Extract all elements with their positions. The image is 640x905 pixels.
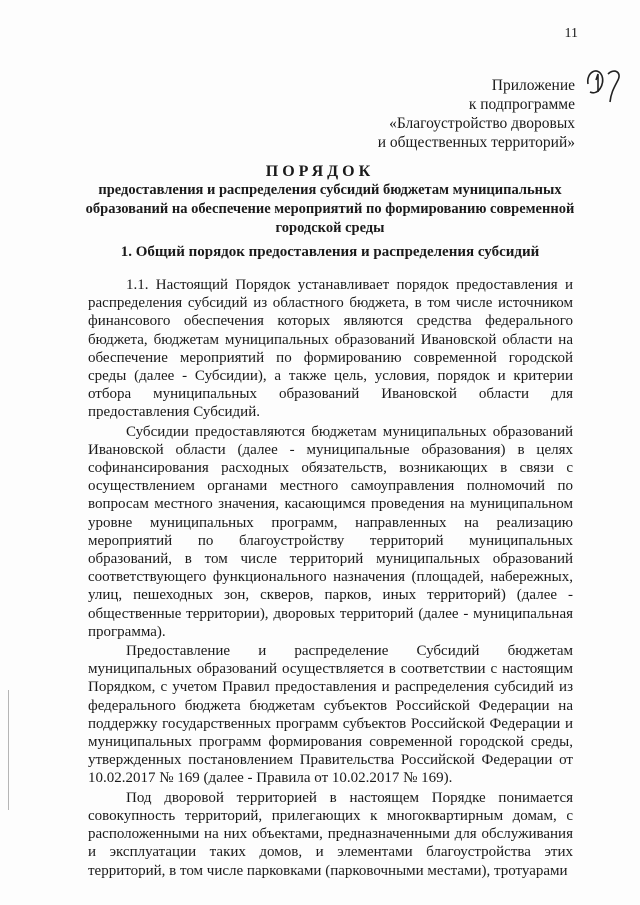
section-heading: 1. Общий порядок предоставления и распределения субсидий [120,244,540,260]
appendix-line: «Благоустройство дворовых [389,115,575,132]
appendix-line: Приложение [491,77,575,94]
handwritten-mark [584,62,624,106]
page-number: 11 [564,26,578,41]
paragraph: 1.1. Настоящий Порядок устанавливает порядок предоставления и распределения субсидий из областного бюджета, в том числе источником финансового обеспечения которых являются средства федерального бюджета, бюджетам муниципальных образований Ивановской области на обеспечение мероприятий по формированию современной городской среды (далее - Субсидии), а также цель, условия, порядок и критерии отбора муниципальных образований Ивановской области для предоставления Субсидий. [88,277,573,421]
paragraph: Под дворовой территорией в настоящем Порядке понимается совокупность территорий, прилегающих к многоквартирным домам, с расположенными на них объектами, предназначенными для обслуживания и эксплуатации таких домов, и элементами благоустройства этих территорий, в том числе парковками (парковочными местами), тротуарами [88,789,573,879]
paragraph: Предоставление и распределение Субсидий бюджетам муниципальных образований осуществляется в соответствии с настоящим Порядком, с учетом Правил предоставления и распределения субсидий из федерального бюджета бюджетам субъектов Российской Федерации на поддержку государственных программ субъектов Российской Федерации и муниципальных программ формирования современной городской среды, утвержденных постановлением Правительства Российской Федерации от 10.02.2017 № 169 (далее - Правила от 10.02.2017 № 169). [88,643,573,787]
appendix-line: к подпрограмме [468,96,575,113]
scan-margin-line [8,690,9,810]
appendix-block [378,76,575,152]
appendix-line: и общественных территорий» [377,134,575,151]
paragraph: Субсидии предоставляются бюджетам муниципальных образований Ивановской области (далее - муниципальные образования) в целях софинансирования расходных обязательств, возникающих в связи с осуществлением органами местного самоуправления полномочий по вопросам местного значения, касающимся проведения на муниципальном уровне муниципальных программ, направленных на реализацию мероприятий по благоустройству территорий муниципальных образований, в том числе территорий муниципальных образований соответствующего функционального назначения (площадей, набережных, улиц, пешеходных зон, скверов, парков, иных территорий) (далее - общественные территории), дворовых территорий (далее - муниципальная программа). [88,423,573,640]
document-subtitle: предоставления и распределения субсидий бюджетам муниципальных образований на обеспечение мероприятий по формированию современной городской среды [85,182,575,236]
document-title: ПОРЯДОК [265,163,375,180]
body-text [88,276,573,881]
